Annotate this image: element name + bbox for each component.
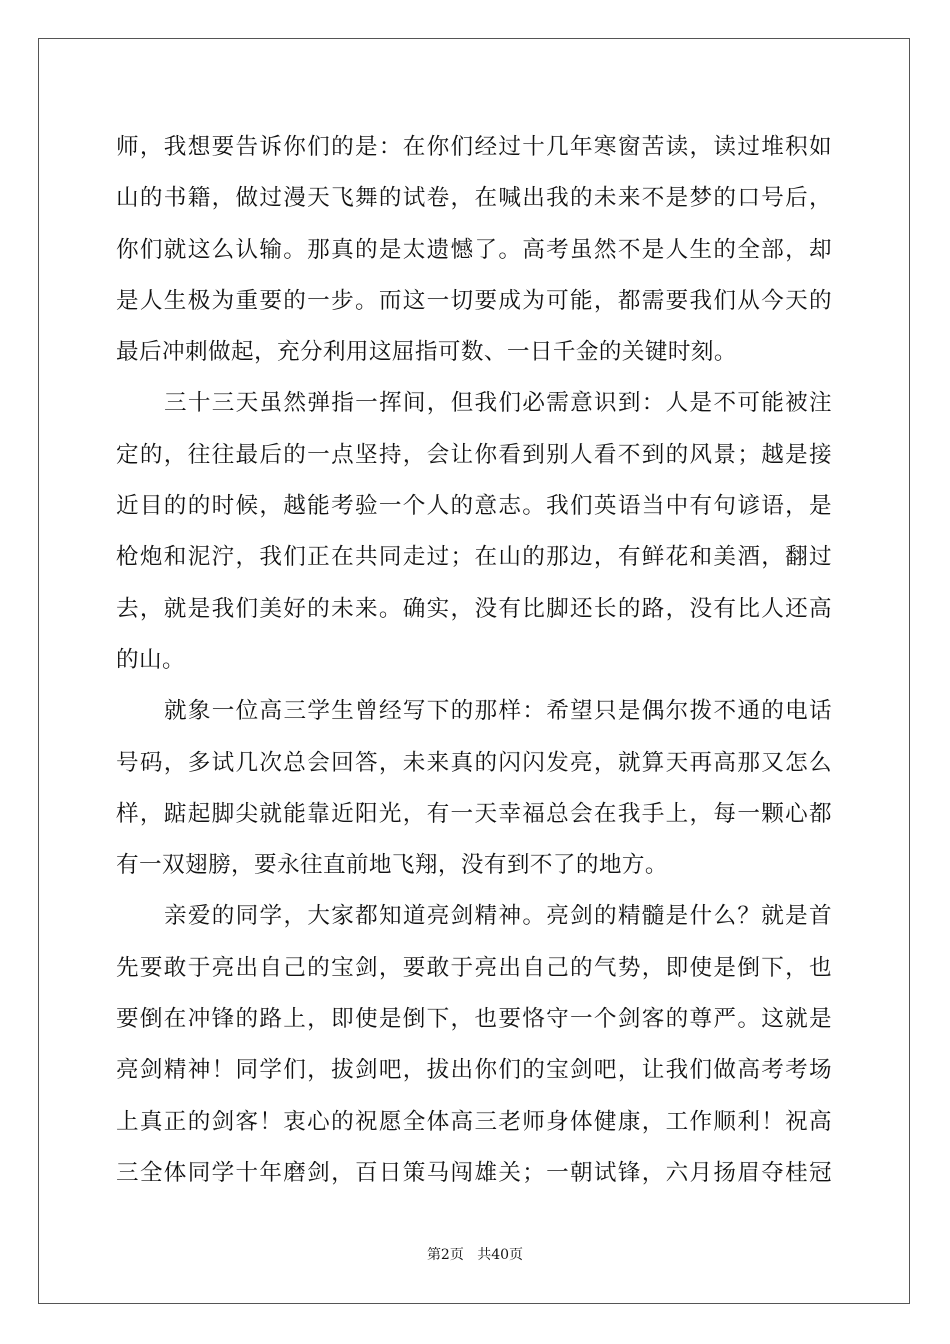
text-line: 近目的的时候，越能考验一个人的意志。我们英语当中有句谚语，是 xyxy=(116,493,832,520)
text-line: 有一双翅膀，要永往直前地飞翔，没有到不了的地方。 xyxy=(116,852,668,879)
text-line: 枪炮和泥泞，我们正在共同走过；在山的那边，有鲜花和美酒，翻过 xyxy=(116,544,832,571)
page-footer xyxy=(0,1244,950,1264)
text-line: 上真正的剑客！衷心的祝愿全体高三老师身体健康，工作顺利！祝高 xyxy=(116,1108,832,1135)
page-number: 第2页 xyxy=(426,1247,464,1263)
paragraph-1 xyxy=(116,122,832,378)
paragraph-3 xyxy=(116,686,832,891)
paragraph-2 xyxy=(116,378,832,686)
text-line: 就象一位高三学生曾经写下的那样：希望只是偶尔拨不通的电话 xyxy=(164,698,832,725)
text-line: 亲爱的同学，大家都知道亮剑精神。亮剑的精髓是什么？就是首 xyxy=(164,903,832,930)
text-line: 样，踮起脚尖就能靠近阳光，有一天幸福总会在我手上，每一颗心都 xyxy=(116,800,832,827)
text-line: 最后冲刺做起，充分利用这屈指可数、一日千金的关键时刻。 xyxy=(116,339,737,366)
text-line: 山的书籍，做过漫天飞舞的试卷，在喊出我的未来不是梦的口号后， xyxy=(116,185,832,212)
text-line: 亮剑精神！同学们，拔剑吧，拔出你们的宝剑吧，让我们做高考考场 xyxy=(116,1057,832,1084)
text-line: 去，就是我们美好的未来。确实，没有比脚还长的路，没有比人还高 xyxy=(116,595,832,622)
text-line: 师，我想要告诉你们的是：在你们经过十几年寒窗苦读，读过堆积如 xyxy=(116,134,832,160)
page-total: 共40页 xyxy=(477,1247,524,1263)
text-line: 号码，多试几次总会回答，未来真的闪闪发亮，就算天再高那又怎么 xyxy=(116,749,832,776)
document-body xyxy=(116,122,832,1199)
paragraph-4 xyxy=(116,891,832,1199)
text-line: 三十三天虽然弹指一挥间，但我们必需意识到：人是不可能被注 xyxy=(164,390,832,417)
text-line: 的山。 xyxy=(116,646,185,673)
text-line: 是人生极为重要的一步。而这一切要成为可能，都需要我们从今天的 xyxy=(116,287,832,314)
text-line: 要倒在冲锋的路上，即使是倒下，也要恪守一个剑客的尊严。这就是 xyxy=(116,1006,832,1033)
text-line: 定的，往往最后的一点坚持，会让你看到别人看不到的风景；越是接 xyxy=(116,441,832,468)
text-line: 三全体同学十年磨剑，百日策马闯雄关；一朝试锋，六月扬眉夺桂冠 xyxy=(116,1159,832,1186)
text-line: 先要敢于亮出自己的宝剑，要敢于亮出自己的气势，即使是倒下，也 xyxy=(116,954,832,981)
text-line: 你们就这么认输。那真的是太遗憾了。高考虽然不是人生的全部，却 xyxy=(116,236,832,263)
